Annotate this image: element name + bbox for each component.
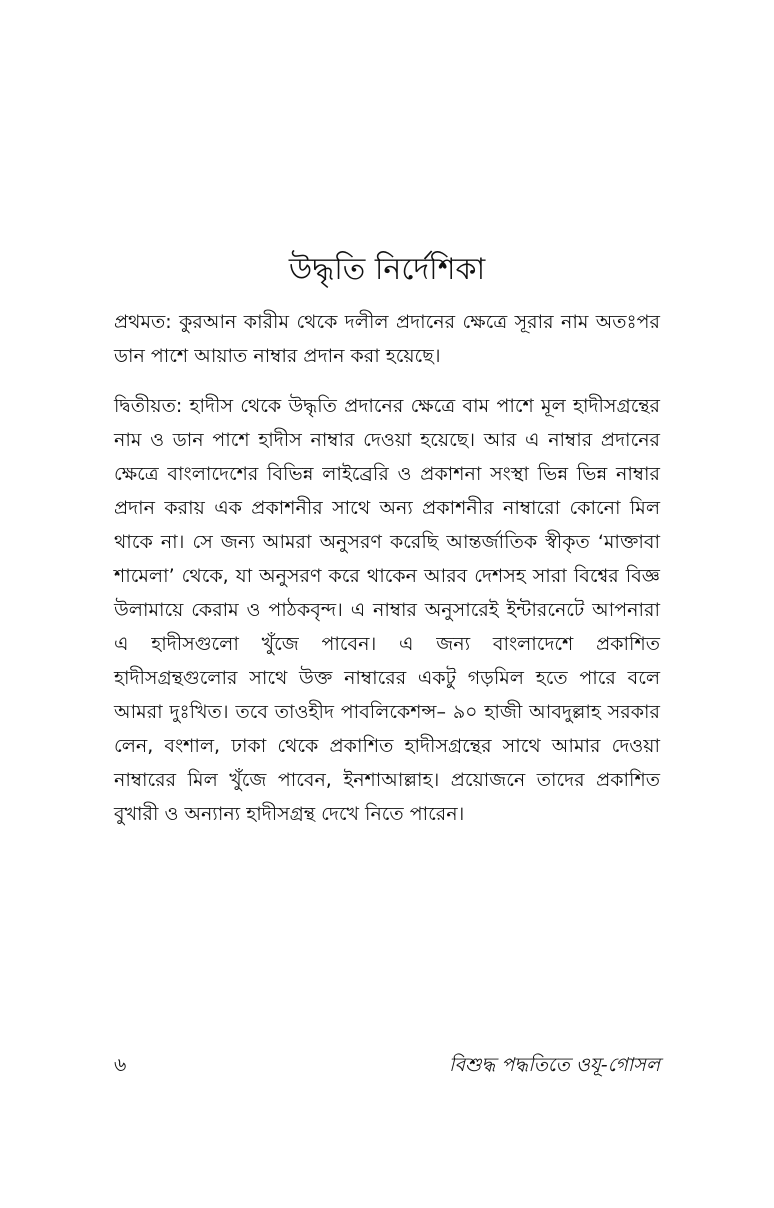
- page-title: উদ্ধৃতি নির্দেশিকা: [288, 252, 486, 287]
- paragraph-first: প্রথমত: কুরআন কারীম থেকে দলীল প্রদানের ক্ষেত্রে সূরার নাম অতঃপর ডান পাশে আয়াত নাম্বার প্রদান করা হয়েছে।: [114, 311, 660, 367]
- running-title: বিশুদ্ধ পদ্ধতিতে ওযূ-গোসল: [449, 1054, 660, 1076]
- page-footer: [114, 1048, 660, 1082]
- paragraph-second: দ্বিতীয়ত: হাদীস থেকে উদ্ধৃতি প্রদানের ক্ষেত্রে বাম পাশে মূল হাদীসগ্রন্থের নাম ও ডান পাশে হাদীস নাম্বার দেওয়া হয়েছে। আর এ নাম্বার প্রদানের ক্ষেত্রে বাংলাদেশের বিভিন্ন লাইব্রেরি ও প্রকাশনা সংস্থা ভিন্ন ভিন্ন নাম্বার প্রদান করায় এক প্রকাশনীর সাথে অন্য প্রকাশনীর নাম্বারো কোনো মিল থাকে না। সে জন্য আমরা অনুসরণ করেছি আন্তর্জাতিক স্বীকৃত ‘মাক্তাবা শামেলা’ থেকে, যা অনুসরণ করে থাকেন আরব দেশসহ সারা বিশ্বের বিজ্ঞ উলামায়ে কেরাম ও পাঠকবৃন্দ। এ নাম্বার অনুসারেই ইন্টারনেটে আপনারা এ হাদীসগুলো খুঁজে পাবেন। এ জন্য বাংলাদেশে প্রকাশিত হাদীসগ্রন্থগুলোর সাথে উক্ত নাম্বারের একটু গড়মিল হতে পারে বলে আমরা দুঃখিত। তবে তাওহীদ পাবলিকেশন্স– ৯০ হাজী আবদুল্লাহ সরকার লেন, বংশাল, ঢাকা থেকে প্রকাশিত হাদীসগ্রন্থের সাথে আমার দেওয়া নাম্বারের মিল খুঁজে পাবেন, ইনশাআল্লাহ। প্রয়োজনে তাদের প্রকাশিত বুখারী ও অন্যান্য হাদীসগ্রন্থ দেখে নিতে পারেন।: [114, 395, 660, 825]
- body-text: [114, 305, 660, 831]
- page-number: ৬: [114, 1054, 127, 1076]
